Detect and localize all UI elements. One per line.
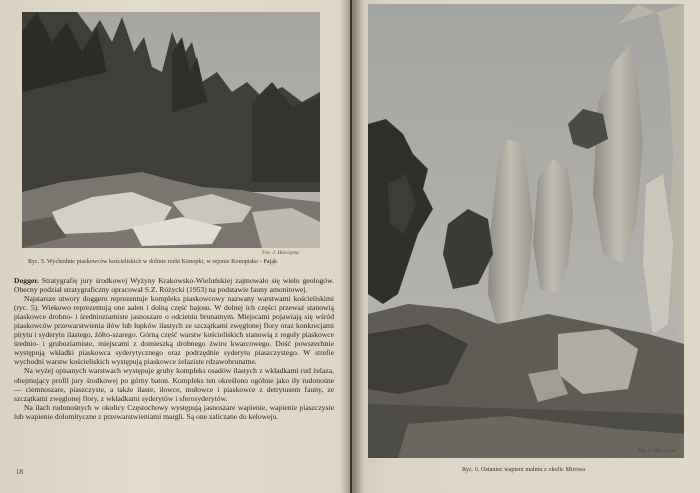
paragraph-lead: Dogger.: [14, 276, 39, 285]
paragraph-2: [14, 294, 334, 366]
page-number: 18: [16, 468, 23, 476]
paragraph-text: Najstarsze utwory doggeru reprezentuje kompleks piaskowcowy nazwany warstwami kościeliskimi (ryc. 5). Wiekowo reprezentują one aalen i dolną część bajosu. W dolnej ich części przeważ stanowią piaskowce drobno- i średnioziarniste jasnoszare o odcieniu brunatnym. Miejscami pojawiają się wśród piaskowców przewarstwienia iłów lub łupków ilastych ze szczątkami zwęglonej flory oraz konkrecjami pirytu i syderytu ilastego, żółto-szarego. Górną część warstw kościeliskich stanowią z reguły piaskowce średnio- i gruboziarniste, miejscami z domieszką drobnego żwiru kwarcowego. Dość powszechnie występują wkładki piaskowca syderytycznego oraz podrzędnie syderytu piaszczystego. W strefie wychodni warstw kościeliskich występują piaskowce żelaziste rdzawobrunatne.: [14, 294, 334, 367]
paragraph-text: Na wyżej opisanych warstwach występuje gruby kompleks osadów ilastych z wkładkami rud żelaza, obejmujący profil jury środkowej po górny baton. Kompleks ten określono ogólnie jako iły rudonośne — ciemnoszare, piaszczyste, a także iłaste, iłowce, mułowce i piaskowce z detrytusem fauny, ze szczątkami zwęglonej flory, z wkładkami syderytów i sferosyderytów.: [14, 366, 334, 403]
paragraph-text: Na iłach rudonośnych w okolicy Częstochowy występują jasnoszare wapienie, wapienie piaszczyste lub wapienie dolomityczne z przewarstwieniami margli. Są one zaliczane do keloweju.: [14, 402, 334, 421]
paragraph-3: [14, 366, 334, 402]
book-gutter: [340, 0, 364, 493]
figure-5-credit: Fot. J. Horczyna: [262, 250, 299, 256]
paragraph-4: [14, 403, 334, 421]
figure-5-image: [22, 12, 320, 248]
right-page: [352, 0, 700, 493]
body-text: [14, 276, 334, 421]
figure-5-photo: [22, 12, 320, 248]
figure-6-credit: Fot. J. Horczyna: [638, 448, 675, 454]
paragraph-text: Stratygrafię jury środkowej Wyżyny Krakowsko-Wieluńskiej zajmowało się wielu geologów. Obecny podział stratygraficzny opracował S.Z. Różycki (1953) na podstawie fauny amonitowej.: [14, 276, 334, 295]
figure-6-image: [368, 4, 684, 458]
figure-6-photo: [368, 4, 684, 458]
figure-5-caption: Ryc. 5. Wychodnie piaskowców kościeliskich w dolinie rzeki Konopki, w rejonie Konopisko - Pająk: [28, 258, 278, 265]
figure-6-caption: Ryc. 6. Ostaniec wapieni malmu z okolic Mirowa: [462, 466, 585, 473]
paragraph-1: [14, 276, 334, 294]
